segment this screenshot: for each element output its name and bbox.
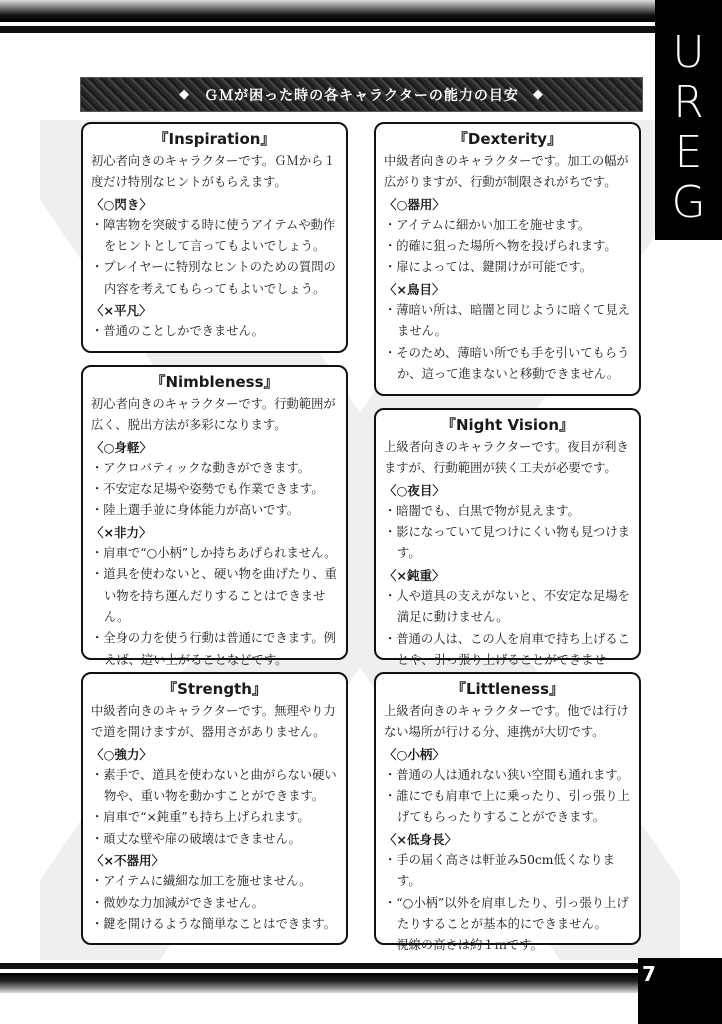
diamond-icon: ◆ xyxy=(179,87,191,102)
bullet-item: ・暗闇でも、白黒で物が見えます。 xyxy=(384,503,580,518)
bullet-item: ・普通の人は通れない狭い空間も通れます。 xyxy=(384,767,629,782)
bullet-item: ・肩車で“×鈍重”も持ち上げられます。 xyxy=(91,810,310,825)
bullet-item: ・肩車で“○小柄”しか持ちあげられません。 xyxy=(91,546,337,561)
card-title: 『Inspiration』 xyxy=(153,130,276,148)
section-heading: 〈×低身長〉 xyxy=(384,831,457,847)
section-heading: 〈○身軽〉 xyxy=(91,439,152,455)
bullet-item: ・薄暗い所は、暗闇と同じように暗くて見えません。 xyxy=(384,303,630,339)
bullet-item: ・アクロバティックな動きができます。 xyxy=(91,460,311,475)
bullet-item: ・プレイヤーに特別なヒントのための質問の内容を考えてもらってもよいでしょう。 xyxy=(91,260,336,296)
bullet-item: ・アイテムに細かい加工を施せます。 xyxy=(384,217,591,232)
bullet-item: ・不安定な足場や姿勢でも作業できます。 xyxy=(91,482,324,497)
bullet-item: ・微妙な力加減ができません。 xyxy=(91,895,264,910)
section-heading: 〈○強力〉 xyxy=(91,746,152,762)
card-intro: 中級者向きのキャラクターです。加工の幅が広がりますが、行動が制限されがちです。 xyxy=(384,154,629,190)
bullet-item: ・普通の人は、この人を肩車で持ち上げることや、引っ張り上げることができませ xyxy=(384,631,630,667)
card-title: 『Nimbleness』 xyxy=(150,373,279,391)
section-heading: 〈×平凡〉 xyxy=(91,303,152,319)
card-title: 『Dexterity』 xyxy=(452,130,563,148)
top-decorative-bar xyxy=(0,0,722,22)
section-heading: 〈○器用〉 xyxy=(384,196,445,212)
card-title: 『Night Vision』 xyxy=(440,416,575,434)
section-heading: 〈○閃き〉 xyxy=(91,196,152,212)
card-nimbleness xyxy=(81,365,348,667)
diamond-icon: ◆ xyxy=(532,87,544,102)
section-heading: 〈○夜目〉 xyxy=(384,482,445,498)
card-intro: 初心者向きのキャラクターです。行動範囲が広く、脱出方法が多彩になります。 xyxy=(91,397,336,433)
bullet-item: ・人や道具の支えがないと、不安定な足場を満足に動けません。 xyxy=(384,589,630,625)
side-tab-letter: R xyxy=(673,77,704,128)
card-intro: 上級者向きのキャラクターです。他では行けない場所が行ける分、連携が大切です。 xyxy=(384,704,629,740)
bullet-item: ・鍵を開けるような簡単なことはできます。 xyxy=(91,916,336,931)
bullet-item: ・的確に狙った場所へ物を投げられます。 xyxy=(384,239,617,254)
section-heading: 〈×非力〉 xyxy=(91,524,152,540)
bullet-item: ・素手で、道具を使わないと曲がらない硬い物や、重い物を動かすことができます。 xyxy=(91,767,337,804)
bullet-item: ・障害物を突破する時に使うアイテムや動作をヒントとして言ってもよいでしょう。 xyxy=(91,217,336,254)
section-heading: 〈○小柄〉 xyxy=(384,746,445,762)
card-intro: 中級者向きのキャラクターです。無理やり力で道を開けますが、器用さがありません。 xyxy=(91,704,336,740)
card-title: 『Littleness』 xyxy=(450,680,565,698)
bullet-item: ・普通のことしかできません。 xyxy=(91,324,264,339)
bullet-item: ・影になっていて見つけにくい物も見つけます。 xyxy=(384,525,630,561)
top-rule xyxy=(0,26,655,33)
card-dexterity xyxy=(374,122,641,396)
bullet-item: ・道具を使わないと、硬い物を曲げたり、重い物を持ち運んだりすることはできません。 xyxy=(91,567,337,624)
bullet-item: ・陸上選手並に身体能力が高いです。 xyxy=(91,503,300,518)
bottom-decorative-bar xyxy=(0,973,638,993)
bullet-item: ・アイテムに繊細な加工を施せません。 xyxy=(91,874,312,889)
card-night-vision xyxy=(374,408,641,667)
page-number: 7 xyxy=(642,962,656,986)
section-heading: 〈×不器用〉 xyxy=(91,853,164,869)
card-title: 『Strength』 xyxy=(162,680,267,698)
side-tab-letter: E xyxy=(674,127,703,178)
card-intro: 上級者向きのキャラクターです。夜目が利きますが、行動範囲が狭く工夫が必要です。 xyxy=(384,440,629,476)
card-littleness xyxy=(374,672,641,953)
card-intro: 初心者向きのキャラクターです。ＧＭから１度だけ特別なヒントがもらえます。 xyxy=(91,154,336,190)
section-banner xyxy=(80,77,643,112)
bullet-item: ・誰にでも肩車で上に乗ったり、引っ張り上げてもらったりすることができます。 xyxy=(384,789,630,825)
section-heading: 〈×鈍重〉 xyxy=(384,567,445,583)
bottom-rule xyxy=(0,963,638,969)
bullet-item: ・扉によっては、鍵開けが可能です。 xyxy=(384,260,593,275)
card-inspiration xyxy=(81,122,348,353)
bullet-item: ・視線の高さは約１ｍです。 xyxy=(384,938,543,953)
card-strength xyxy=(81,672,348,945)
section-heading: 〈×鳥目〉 xyxy=(384,281,445,297)
side-tab-letter: G xyxy=(671,177,706,228)
side-tab-letter: U xyxy=(672,27,705,78)
bullet-item: ・全身の力を使う行動は普通にできます。例えば、這い上がることなどです。 xyxy=(91,631,336,667)
bullet-item: ・頑丈な壁や扉の破壊はできません。 xyxy=(91,831,301,846)
ureg-side-tab xyxy=(655,0,722,240)
bullet-item: ・“○小柄”以外を肩車したり、引っ張り上げたりすることが基本的にできません。 xyxy=(384,895,629,931)
bullet-item: ・そのため、薄暗い所でも手を引いてもらうか、這って進まないと移動できません。 xyxy=(384,345,630,381)
bullet-item: ・手の届く高さは軒並み50cm低くなります。 xyxy=(384,853,615,889)
banner-title: ＧＭが困った時の各キャラクターの能力の目安 xyxy=(204,87,519,104)
